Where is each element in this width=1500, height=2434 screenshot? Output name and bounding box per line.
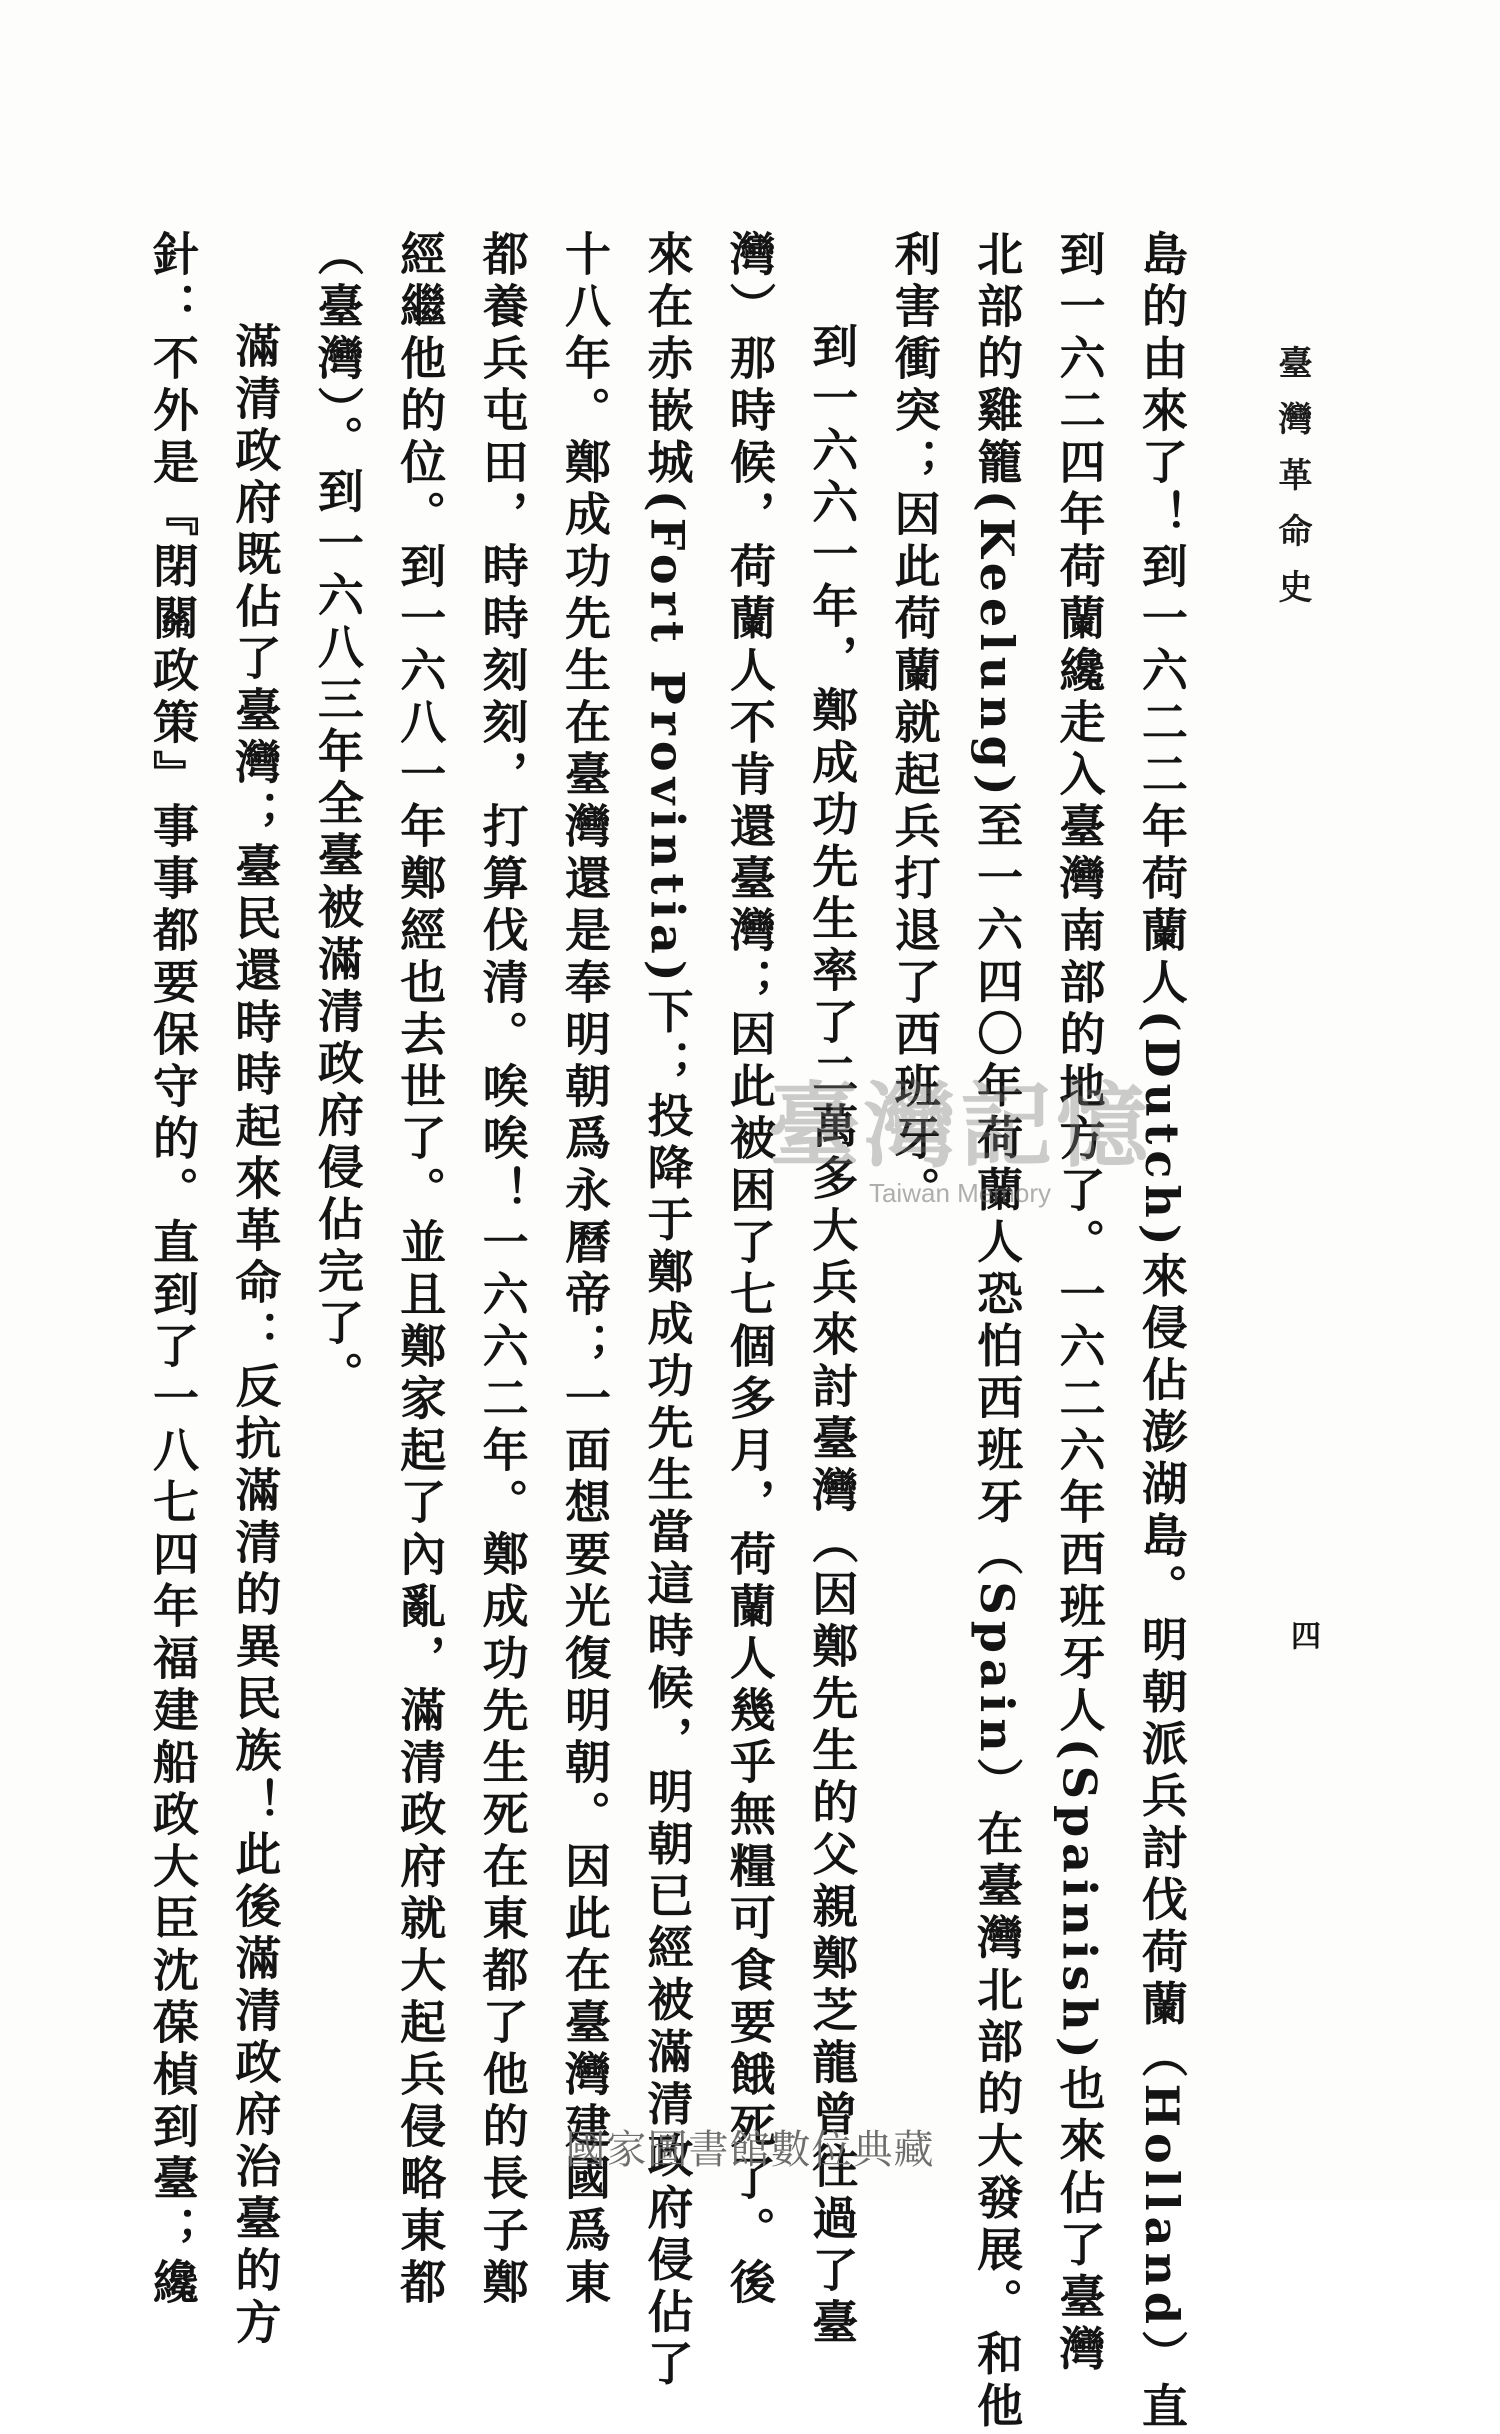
watermark-chinese-text: 臺灣記憶 [767, 1072, 1152, 1180]
text-column: 都養兵屯田，時時刻刻，打算伐清。唉唉！一六六二年。鄭成功先生死在東都了他的長子鄭 [475, 230, 530, 2310]
text-column: 來在赤嵌城(Fort Provintia)下；投降于鄭成功先生當這時候，明朝已經被滿清政府侵佔了 [640, 230, 695, 2392]
text-column: 島的由來了！到一六二二年荷蘭人(Dutch)來侵佔澎湖島。明朝派兵討伐荷蘭（Holland）直 [1134, 230, 1189, 2434]
text-column: 經繼他的位。到一六八一年鄭經也去世了。並且鄭家起了內亂，滿清政府就大起兵侵略東都 [393, 230, 448, 2310]
text-column: 到一六二四年荷蘭纔走入臺灣南部的地方了。一六二六年西班牙人(Spainish)也來佔了臺灣 [1052, 230, 1107, 2377]
text-column: 灣）那時候，荷蘭人不肯還臺灣；因此被困了七個多月，荷蘭人幾乎無糧可食要餓死了。後 [722, 230, 777, 2310]
text-column: 北部的雞籠(Keelung)至一六四〇年荷蘭人恐怕西班牙（Spain）在臺灣北部的大發展。和他 [970, 230, 1025, 2434]
paragraph-start-column: 滿清政府既佔了臺灣；臺民還時時起來革命：反抗滿清的異民族！此後滿清政府治臺的方 [228, 322, 283, 2350]
text-column: 十八年。鄭成功先生在臺灣還是奉明朝爲永曆帝；一面想要光復明朝。因此在臺灣建國爲東 [558, 230, 613, 2310]
text-column: 針：不外是『閉關政策』事事都要保守的。直到了一八七四年福建船政大臣沈葆楨到臺；纔 [146, 230, 200, 2310]
paragraph-start-column: 到一六六一年，鄭成功先生率了二萬多大兵來討臺灣（因鄭先生的父親鄭芝龍曾往過了臺 [805, 322, 860, 2350]
running-head: 臺灣革命史 [1272, 345, 1312, 625]
page-number: 四 [1285, 1620, 1320, 1650]
watermark-english-text: Taiwan Memory [868, 1178, 1052, 1208]
text-column: （臺灣）。到一六八三年全臺被滿清政府侵佔完了。 [310, 230, 365, 1403]
text-column: 利害衝突；因此荷蘭就起兵打退了西班牙。 [887, 230, 942, 1218]
library-credit-footer: 國家圖書館數位典藏 [565, 2127, 935, 2173]
